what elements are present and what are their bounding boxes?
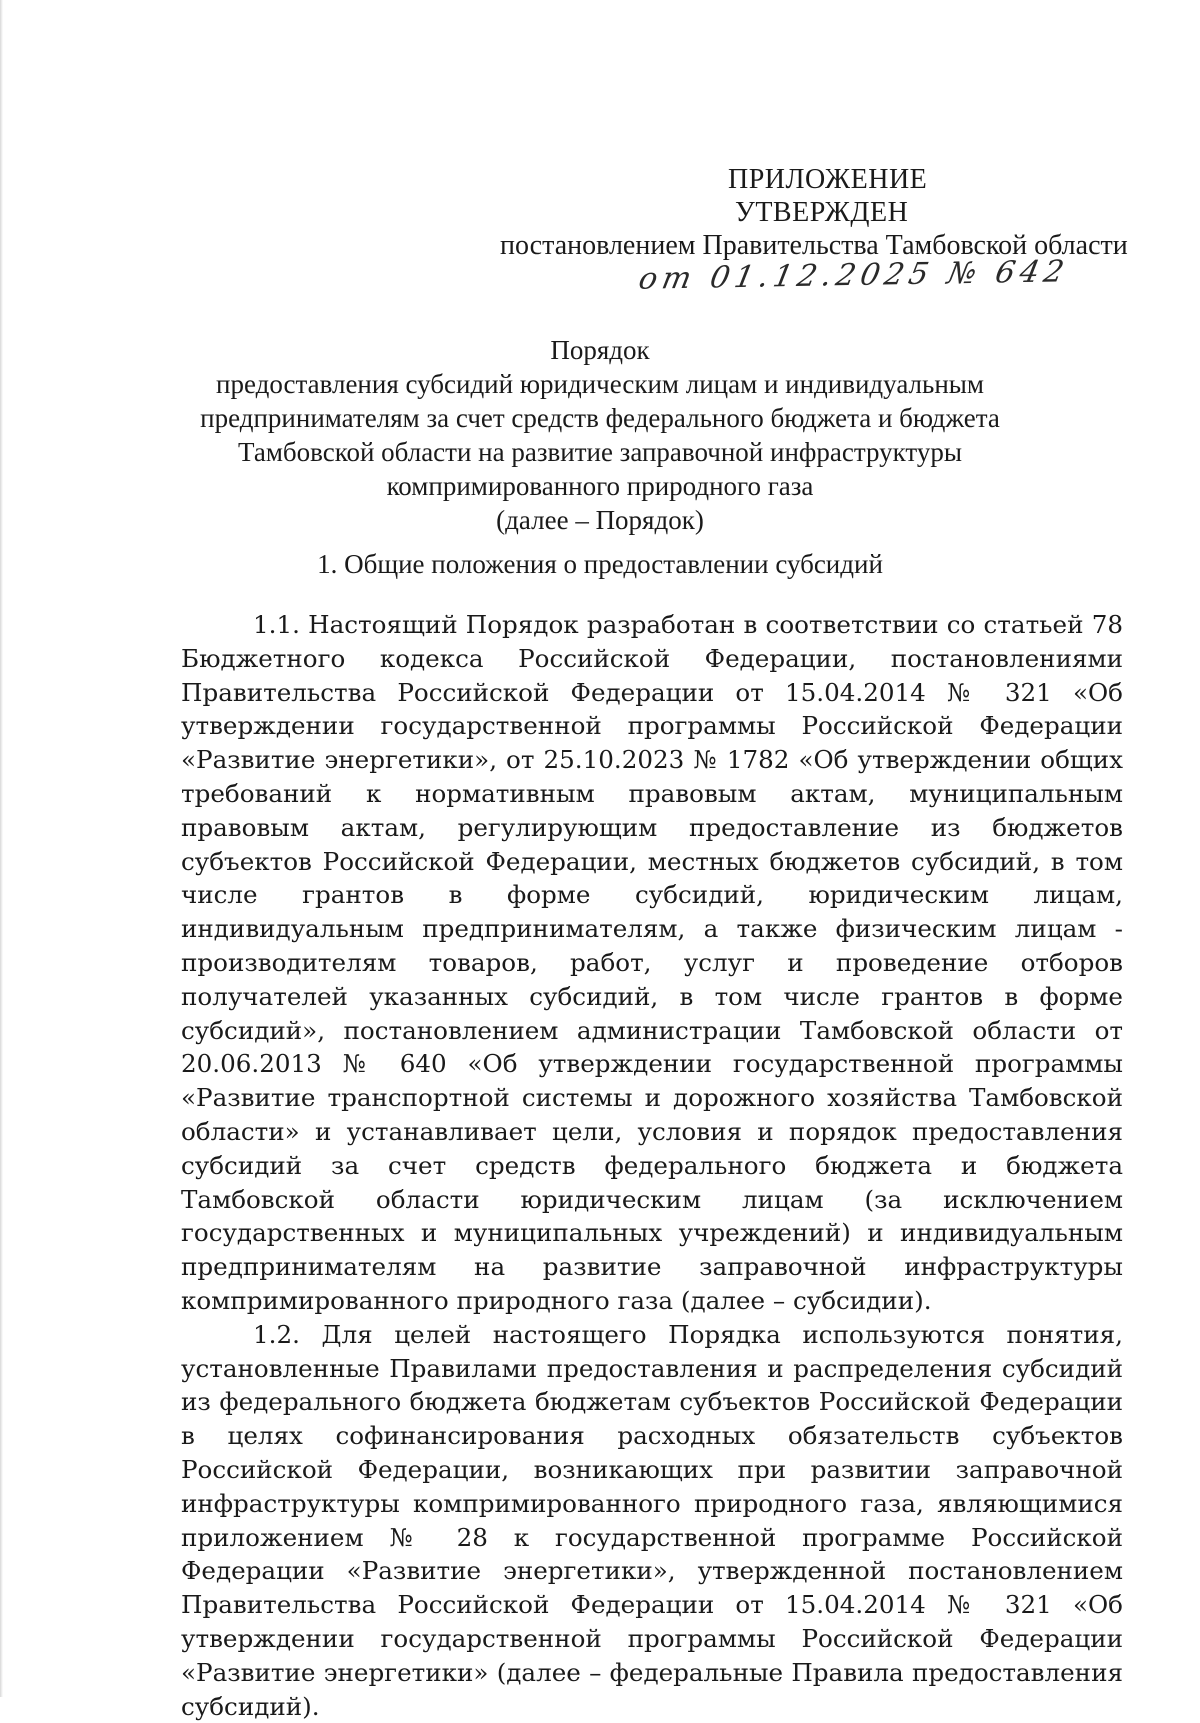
title-line: предоставления субсидий юридическим лицам и индивидуальным <box>216 369 984 399</box>
section-heading: 1. Общие положения о предоставлении субсидий <box>317 549 883 579</box>
annex-label: ПРИЛОЖЕНИЕ <box>728 164 928 195</box>
paragraph-text: Для целей настоящего Порядка используются понятия, установленные Правилами предоставления и распределения субсидий из федерального бюджета бюджетам субъектов Российской Федерации в целях софинансирования расходных обязательств субъектов Российской Федерации, возникающих при развитии заправочной инфраструктуры компримированного природного газа, являющимися приложением № 28 к государственной программе Российской Федерации «Развитие энергетики», утвержденной постановлением Правительства Российской Федерации от 15.04.2014 № 321 «Об утверждении государственной программы Российской Федерации «Развитие энергетики» (далее – федеральные Правила предоставления субсидий). <box>181 1319 1123 1721</box>
scan-edge <box>0 0 3 1697</box>
approved-label: УТВЕРЖДЕН <box>735 197 909 228</box>
decree-reference: постановлением Правительства Тамбовской области <box>500 230 1128 261</box>
handwritten-date-number: от 01.12.2025 № 642 <box>635 254 1072 297</box>
title-line: (далее – Порядок) <box>496 505 704 535</box>
title-main: Порядок <box>550 335 650 365</box>
paragraph-1-1 <box>181 608 1123 1318</box>
paragraph-1-2 <box>181 1318 1123 1723</box>
paragraph-number: 1.2. <box>253 1319 300 1349</box>
document-body <box>181 608 1123 1723</box>
approval-header <box>500 163 1128 262</box>
title-line: предпринимателям за счет средств федерального бюджета и бюджета <box>200 403 1000 433</box>
paragraph-number: 1.1. <box>253 610 300 639</box>
title-line: Тамбовской области на развитие заправочной инфраструктуры <box>238 437 962 467</box>
title-line: компримированного природного газа <box>386 471 814 501</box>
paragraph-text: Настоящий Порядок разработан в соответствии со статьей 78 Бюджетного кодекса Российской Федерации, постановлениями Правительства Российской Федерации от 15.04.2014 № 321 «Об утверждении государственной программы Российской Федерации «Развитие энергетики», от 25.10.2023 № 1782 «Об утверждении общих требований к нормативным правовым актам, муниципальным правовым актам, регулирующим предоставление из бюджетов субъектов Российской Федерации, местных бюджетов субсидий, в том числе грантов в форме субсидий, юридическим лицам, индивидуальным предпринимателям, а также физическим лицам - производителям товаров, работ, услуг и проведение отборов получателей указанных субсидий, в том числе грантов в форме субсидий», постановлением администрации Тамбовской области от 20.06.2013 № 640 «Об утверждении государственной программы «Развитие транспортной системы и дорожного хозяйства Тамбовской области» и устанавливает цели, условия и порядок предоставления субсидий за счет средств федерального бюджета и бюджета Тамбовской области юридическим лицам (за исключением государственных и муниципальных учреждений) и индивидуальным предпринимателям на развитие заправочной инфраструктуры компримированного природного газа (далее – субсидии). <box>181 610 1123 1315</box>
document-title <box>0 333 1200 537</box>
